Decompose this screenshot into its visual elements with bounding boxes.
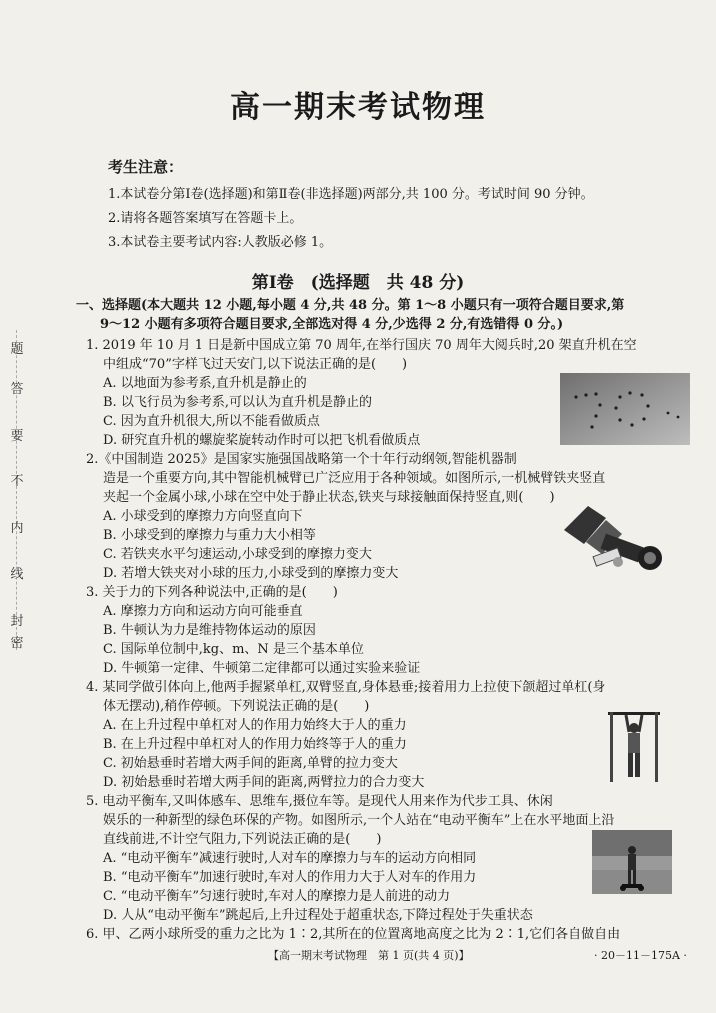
q2-option-d: D. 若增大铁夹对小球的压力,小球受到的摩擦力变大 [103,566,399,581]
notice-heading: 考生注意： [108,158,184,176]
notice-item: 1.本试卷分第Ⅰ卷(选择题)和第Ⅱ卷(非选择题)两部分,共 100 分。考试时间 90 分钟。 [108,187,594,202]
q1-option-b: B. 以飞行员为参考系,可以认为直升机是静止的 [103,395,372,410]
q2-option-a: A. 小球受到的摩擦力方向竖直向下 [103,509,303,524]
instructions-line: 9～12 小题有多项符合题目要求,全部选对得 4 分,少选得 2 分,有选错得 0 分。) [100,317,564,332]
q4-option-a: A. 在上升过程中单杠对人的作用力始终大于人的重力 [103,718,407,733]
q2-stem: 夹起一个金属小球,小球在空中处于静止状态,铁夹与球接触面保持竖直,则( ) [103,490,555,505]
q1-option-a: A. 以地面为参考系,直升机是静止的 [103,376,307,391]
q1-option-c: C. 因为直升机很大,所以不能看做质点 [103,414,320,429]
q4-option-b: B. 在上升过程中单杠对人的作用力始终等于人的重力 [103,737,407,752]
q5-stem: 直线前进,不计空气阻力,下列说法正确的是( ) [103,832,382,847]
notice-item: 2.请将各题答案填写在答题卡上。 [108,211,303,226]
pull-up-image [604,704,664,784]
q3-option-d: D. 牛顿第一定律、牛顿第二定律都可以通过实验来验证 [103,661,421,676]
margin-char: 内 [10,521,24,536]
page-title: 高一期末考试物理 [230,90,486,125]
margin-char: 题 [10,342,24,357]
q1-option-d: D. 研究直升机的螺旋桨旋转动作时可以把飞机看做质点 [103,433,421,448]
q3-option-c: C. 国际单位制中,kg、m、N 是三个基本单位 [103,642,364,657]
margin-char: 要 [10,429,24,444]
q2-option-b: B. 小球受到的摩擦力与重力大小相等 [103,528,316,543]
instructions-line: 一、选择题(本大题共 12 小题,每小题 4 分,共 48 分。第 1～8 小题只有一项符合题目要求,第 [76,298,625,313]
q2-stem: 造是一个重要方向,其中智能机械臂已广泛应用于各种领域。如图所示,一机械臂铁夹竖直 [103,471,606,486]
q1-stem: 1. 2019 年 10 月 1 日是新中国成立第 70 周年,在举行国庆 70 周年大阅兵时,20 架直升机在空 [86,338,637,353]
q2-option-c: C. 若铁夹水平匀速运动,小球受到的摩擦力变大 [103,547,372,562]
margin-char: 线 [10,567,24,582]
q5-stem: 娱乐的一种新型的绿色环保的产物。如图所示,一个人站在“电动平衡车”上在水平地面上沿 [103,813,615,828]
q6-stem: 6. 甲、乙两小球所受的重力之比为 1∶2,其所在的位置离地高度之比为 2∶1,它们各自做自由 [86,927,621,942]
q5-option-a: A. “电动平衡车”减速行驶时,人对车的摩擦力与车的运动方向相同 [103,851,477,866]
q4-stem: 4. 某同学做引体向上,他两手握紧单杠,双臂竖直,身体悬垂;接着用力上拉使下颌超过单杠(身 [86,680,606,695]
page-code: · 20－11－175A · [594,949,687,962]
q2-stem: 2.《中国制造 2025》是国家实施强国战略第一个十年行动纲领,智能机器制 [86,452,517,467]
q5-stem: 5. 电动平衡车,又叫体感车、思维车,摄位车等。是现代人用来作为代步工具、休闲 [86,794,553,809]
q5-option-c: C. “电动平衡车”匀速行驶时,车对人的摩擦力是人前进的动力 [103,889,451,904]
q4-option-d: D. 初始悬垂时若增大两手间的距离,两臂拉力的合力变大 [103,775,425,790]
margin-char: 不 [10,474,24,489]
q3-option-a: A. 摩擦力方向和运动方向可能垂直 [103,604,303,619]
margin-char: 答 [10,382,24,397]
q5-option-d: D. 人从“电动平衡车”跳起后,上升过程处于超重状态,下降过程处于失重状态 [103,908,533,923]
q1-stem: 中组成“70”字样飞过天安门,以下说法正确的是( ) [103,357,408,372]
helicopter-formation-image [560,373,690,445]
notice-item: 3.本试卷主要考试内容:人教版必修 1。 [108,235,333,250]
q4-option-c: C. 初始悬垂时若增大两手间的距离,单臂的拉力变大 [103,756,398,771]
balance-scooter-image [592,830,672,894]
q5-option-b: B. “电动平衡车”加速行驶时,车对人的作用力大于人对车的作用力 [103,870,477,885]
section-title: 第Ⅰ卷 (选择题 共 48 分) [251,273,465,293]
margin-char: 封 [10,614,24,629]
q3-stem: 3. 关于力的下列各种说法中,正确的是( ) [86,585,338,600]
q4-stem: 体无摆动),稍作停顿。下列说法正确的是( ) [103,699,370,714]
margin-char: 密 [10,636,24,651]
robot-arm-image [558,500,688,580]
page-footer: 【高一期末考试物理 第 1 页(共 4 页)】 [268,949,470,962]
q3-option-b: B. 牛顿认为力是维持物体运动的原因 [103,623,316,638]
